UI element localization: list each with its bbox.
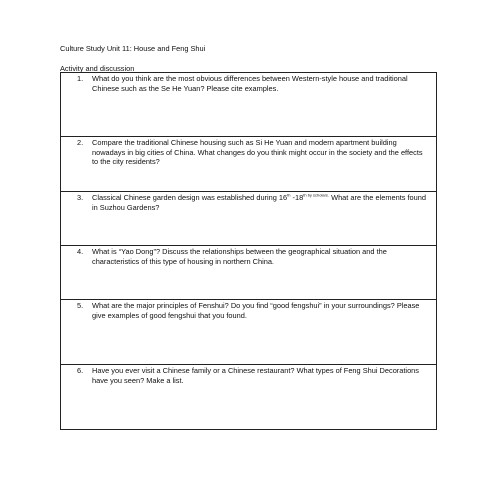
question-text-part: Classical Chinese garden design was established during 16 — [92, 193, 288, 202]
question-text: Have you ever visit a Chinese family or a Chinese restaurant? What types of Feng Shui Decorations have you seen? Make a list. — [92, 366, 419, 385]
question-text: What is “Yao Dong”? Discuss the relationships between the geographical situation and the characteristics of this type of housing in northern China. — [92, 247, 387, 266]
question-cell — [61, 365, 437, 430]
question-text: Compare the traditional Chinese housing such as Si He Yuan and modern apartment building nowadays in big cities of China. What changes do you think might occur in the society and the effects to the city residents? — [92, 138, 423, 167]
question-number: 1. — [77, 74, 84, 83]
question-row — [61, 300, 437, 365]
superscript: th by scholars. — [303, 192, 330, 198]
document-title: Culture Study Unit 11: House and Feng Shui — [60, 44, 206, 53]
question-cell — [61, 300, 437, 365]
question-number: 4. — [77, 247, 84, 256]
question-text — [61, 192, 436, 212]
question-row — [61, 73, 437, 137]
questions-table — [60, 72, 437, 430]
question-row — [61, 365, 437, 430]
question-number: 3. — [77, 193, 84, 202]
superscript: th — [287, 192, 291, 198]
question-row — [61, 192, 437, 246]
question-text: What are the major principles of Fenshui? Do you find “good fengshui” in your surroundings? Please give examples of good fengshui that you found. — [92, 301, 420, 320]
question-cell — [61, 246, 437, 300]
question-text: What do you think are the most obvious differences between Western-style house and traditional Chinese such as the Se He Yuan? Please cite examples. — [92, 74, 408, 93]
question-number: 6. — [77, 366, 84, 375]
question-cell — [61, 192, 437, 246]
question-number: 5. — [77, 301, 84, 310]
question-row — [61, 137, 437, 192]
section-heading: Activity and discussion — [60, 64, 135, 73]
question-number: 2. — [77, 138, 84, 147]
question-text-part: -18 — [290, 193, 304, 202]
question-cell — [61, 73, 437, 137]
question-text-part: What are the elements found in Suzhou Gardens? — [92, 193, 427, 212]
question-cell — [61, 137, 437, 192]
question-row — [61, 246, 437, 300]
